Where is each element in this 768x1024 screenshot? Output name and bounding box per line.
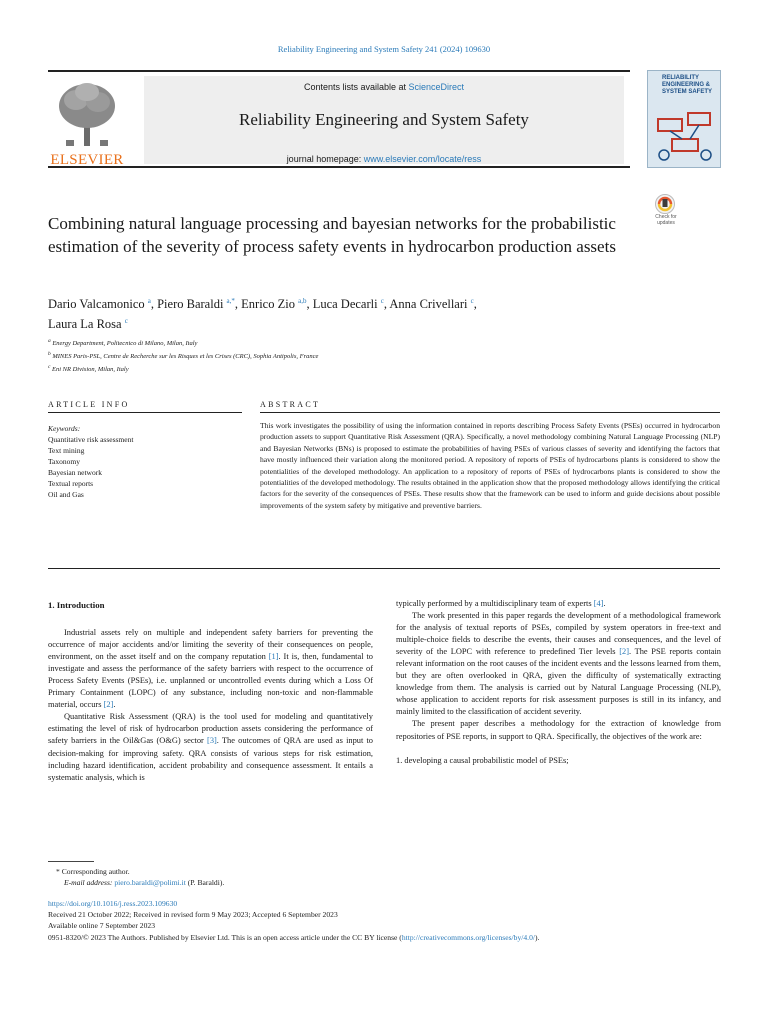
author-email-link[interactable]: piero.baraldi@polimi.it (114, 878, 186, 888)
citation-link[interactable]: [2] (103, 700, 114, 710)
author-affiliation-mark[interactable]: a (147, 297, 151, 305)
online-date: Available online 7 September 2023 (48, 921, 155, 931)
abstract-divider (260, 412, 720, 413)
cover-title: RELIABILITY ENGINEERING & SYSTEM SAFETY (662, 75, 713, 95)
affiliation-mark: c (48, 364, 51, 371)
paragraph-text: . The outcomes of QRA are used as input to decision-making for improving safety. QRA consists of various steps for risk estimation, including hazard identification, accident probability and consequence assessment. It entails a systematic analysis, which is (48, 736, 373, 782)
footnote-mark: * (56, 867, 60, 876)
affiliation-text: Energy Department, Politecnico di Milano, Milan, Italy (52, 340, 198, 348)
body-paragraph (396, 598, 721, 610)
author-name[interactable]: Laura La Rosa (48, 317, 122, 332)
article-title: Combining natural language processing and bayesian networks for the probabilistic estimation of the severity of process safety events in hydrocarbon production assets (48, 214, 616, 256)
paragraph-text: typically performed by a multidisciplinary team of experts (396, 599, 594, 608)
author-affiliation-mark[interactable]: c (124, 317, 128, 326)
body-paragraph: The present paper describes a methodology for the extraction of knowledge from repositories of PSE reports, in support to QRA. Specifically, the objectives of the work are: (396, 719, 721, 741)
body-paragraph (48, 711, 373, 783)
affiliation-mark: a (48, 338, 51, 344)
doi-link[interactable]: https://doi.org/10.1016/j.ress.2023.109630 (48, 899, 178, 908)
affiliation-mark: b (48, 351, 51, 358)
check-for-updates-button[interactable] (648, 194, 684, 230)
author-affiliation-mark[interactable]: c (470, 297, 474, 305)
abstract-heading: ABSTRACT (260, 400, 321, 409)
keyword-item: Textual reports (48, 479, 94, 488)
elsevier-logo[interactable] (48, 80, 126, 168)
keywords-block (48, 423, 248, 500)
author-name[interactable]: Anna Crivellari (389, 297, 468, 312)
check-updates-label: Check for updates (655, 214, 677, 226)
body-column-left (48, 599, 373, 784)
journal-citation[interactable]: Reliability Engineering and System Safety 241 (2024) 109630 (277, 44, 491, 54)
objective-list-item: 1. developing a causal probabilistic model of PSEs; (396, 755, 569, 765)
author-affiliation-mark[interactable]: a,* (226, 297, 235, 305)
corresponding-author-note (48, 866, 728, 877)
affiliation-item (48, 349, 548, 362)
citation-link[interactable]: [4] (593, 599, 604, 608)
email-label: E-mail address: (64, 878, 115, 888)
affiliation-item (48, 336, 548, 349)
keyword-item: Text mining (48, 446, 85, 455)
affiliations (48, 336, 548, 375)
keyword-item: Bayesian network (48, 468, 102, 477)
check-updates-icon (654, 194, 676, 214)
body-paragraph (396, 610, 721, 718)
body-column-right (396, 598, 721, 767)
footnotes (48, 866, 728, 888)
received-dates: Received 21 October 2022; Received in revised form 9 May 2023; Accepted 6 September 2023 (48, 910, 338, 920)
affiliation-text: Eni NR Division, Milan, Italy (52, 366, 129, 374)
journal-masthead (48, 70, 630, 168)
contents-prefix: Contents lists available at (303, 82, 409, 92)
license-line (48, 932, 738, 943)
license-text: ). (534, 932, 540, 942)
sciencedirect-link[interactable]: ScienceDirect (408, 82, 465, 92)
cc-license-link[interactable]: http://creativecommons.org/licenses/by/4.0/ (401, 932, 535, 942)
license-text: 0951-8320/© 2023 The Authors. Published by Elsevier Ltd. This is an open access article under the CC BY license ( (48, 932, 402, 942)
author-name[interactable]: Enrico Zio (241, 297, 295, 312)
keywords-label: Keywords: (48, 424, 81, 433)
section-heading-introduction: 1. Introduction (48, 600, 105, 610)
citation-link[interactable]: [2] (619, 647, 629, 657)
paragraph-text: . It is, then, fundamental to investigate and assess the performance of the safety barriers with respect to the occurrence of Process Safety Events (PSEs), i.e. unplanned or uncontrolled events during which a Loss Of Primary Containment (LOPC) of any substance, including non-toxic and non-flammable material, occurs (48, 652, 373, 710)
author-name[interactable]: Luca Decarli (312, 297, 378, 312)
contents-line (144, 82, 624, 92)
abstract-text: This work investigates the possibility of using the information contained in reports describing Process Safety Events (PSEs) occurred in hydrocarbon production assets to support Quantitative Risk Assessment (QRA). Specifically, a novel methodology combining Natural Language Processing (NLP) and Bayesian Networks (BNs) is proposed to estimate the probabilities of having PSEs of various classes of severity and identifying the factors that have mostly influenced their variation along the monitored period. A repository of reports of PSEs of hydrocarbons plants is considered to show the potentialities of the developed methodology. An application to a repository of reports of PSEs of hydrocarbons plants is considered to show the potentialities of the developed methodology. The results obtained in the application show that the proposed methodology allows identifying the critical factors for the severity of the consequences of PSEs. These results show that the framework can be used to inform and guide decisions about possible improvements of the system safety by mitigative and preventive barriers. (260, 421, 720, 510)
footnote-text: Corresponding author. (59, 867, 130, 876)
keyword-item: Oil and Gas (48, 490, 84, 499)
keyword-item: Quantitative risk assessment (48, 435, 134, 444)
paragraph-text: . (603, 599, 606, 608)
citation-link[interactable]: [1] (268, 652, 279, 662)
elsevier-tree-icon (56, 80, 118, 150)
body-divider (48, 568, 720, 569)
publisher-wordmark: ELSEVIER (50, 152, 124, 168)
homepage-prefix: journal homepage: (286, 154, 364, 164)
keyword-item: Taxonomy (48, 457, 80, 466)
paragraph-text: Quantitative Risk Assessment (QRA) is the tool used for modeling and quantitatively estimating the level of risk of hydrocarbon production assets considering the performance of safety barriers in the Oil&Gas (O&G) sector (48, 712, 373, 746)
article-info-divider (48, 412, 242, 413)
body-paragraph (48, 627, 373, 711)
journal-homepage-link[interactable]: www.elsevier.com/locate/ress (363, 154, 482, 164)
email-suffix: (P. Baraldi). (185, 878, 225, 888)
author-affiliation-mark[interactable]: c (380, 297, 384, 305)
paragraph-text: The work presented in this paper regards the development of a methodological framework for the analysis of textual reports of PSEs, compiled by system operators in free-text and multiple-choice fields to describe the events, their causes and consequences, and the level of severity of the LOPC with reference to predefined Tier levels (396, 611, 721, 657)
paragraph-text: . The PSE reports contain relevant information on the root causes of the incident events and the lessons learned from them, but they are often overlooked in QRA, given the difficulty of systematically extracting knowledge from them. The analysis is carried out by Natural Language Processing (NLP), whose application to accident reports for risk assessment purposes is still in its infancy, and mainly limited to the classification of accident severity. (396, 647, 721, 717)
footnote-divider (48, 861, 94, 862)
paragraph-text: Industrial assets rely on multiple and independent safety barriers for preventing the occurrence of major accidents and/or limiting the severity of their consequences on people, environment, on the asset itself and on the company reputation (48, 628, 373, 662)
journal-cover[interactable] (647, 70, 721, 168)
author-name[interactable]: Dario Valcamonico (48, 297, 145, 312)
affiliation-item (48, 362, 548, 375)
cover-illustration-icon (654, 109, 716, 163)
article-metadata (48, 898, 738, 943)
author-affiliation-mark[interactable]: a,b (298, 297, 307, 305)
masthead-center-panel (144, 76, 624, 164)
article-info-heading: ARTICLE INFO (48, 400, 130, 409)
paragraph-text: . (113, 700, 116, 710)
affiliation-text: MINES Paris-PSL, Centre de Recherche sur les Risques et les Crises (CRC), Sophia Antipolis, France (52, 353, 319, 361)
journal-title: Reliability Engineering and System Safety (239, 110, 529, 129)
email-note (48, 877, 728, 888)
author-list: Dario Valcamonico $^a$, Piero Baraldi $^{a,*}$, Enrico Zio $^{a,b}$, Luca Decarli $^c$, Anna Crivellari $^c$, Laura La Rosa $^c$ (48, 297, 477, 332)
citation-link[interactable]: [3] (207, 736, 217, 746)
homepage-line (144, 154, 624, 164)
author-name[interactable]: Piero Baraldi (157, 297, 224, 312)
